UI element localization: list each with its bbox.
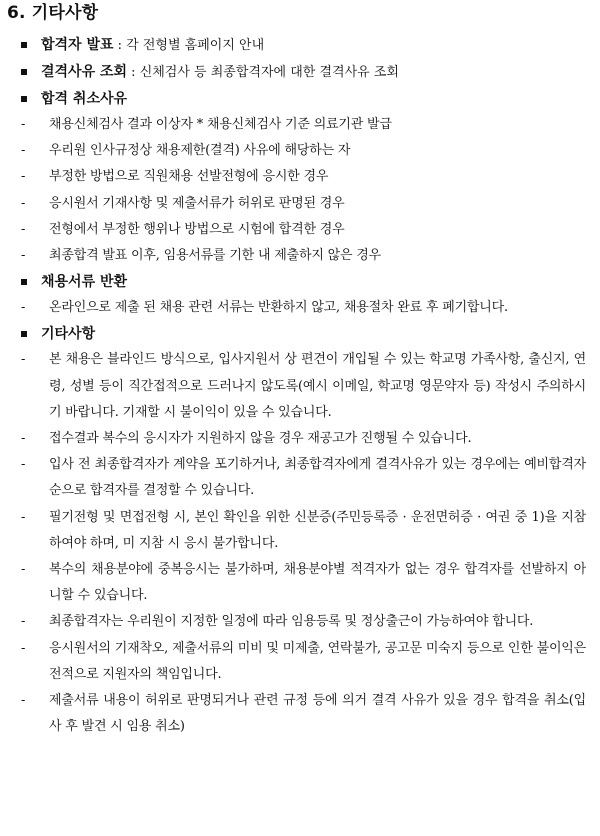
dash-bullet-icon: -	[21, 693, 26, 709]
list-item	[7, 426, 586, 452]
section-description: 신체검사 등 최종합격자에 대한 결격사유 조회	[139, 65, 399, 80]
list-item-text: 본 채용은 블라인드 방식으로, 입사지원서 상 편견이 개입될 수 있는 학교명 가족사항, 출신지, 연령, 성별 등이 직간접적으로 드러나지 않도록(예시 이메일, 학교명 영문약자 등) 작성시 주의하시기 바랍니다. 기재할 시 불이익이 있을 수 있습니다.	[49, 352, 586, 420]
section-label: 합격 취소사유	[41, 91, 128, 107]
sub-item-list	[7, 347, 586, 740]
list-item	[7, 295, 586, 321]
dash-bullet-icon: -	[21, 195, 26, 211]
section-heading	[7, 321, 586, 347]
list-item-text: 최종합격 발표 이후, 임용서류를 기한 내 제출하지 않은 경우	[49, 248, 381, 264]
list-item-text: 온라인으로 제출 된 채용 관련 서류는 반환하지 않고, 채용절차 완료 후 폐기합니다.	[49, 300, 508, 316]
dash-bullet-icon: -	[21, 509, 26, 525]
list-item	[7, 636, 586, 688]
square-bullet-icon	[21, 331, 27, 337]
notice-section	[7, 86, 586, 269]
dash-bullet-icon: -	[21, 562, 26, 578]
section-heading	[7, 86, 586, 112]
section-separator: :	[113, 38, 127, 53]
list-item-text: 부정한 방법으로 직원채용 선발전형에 응시한 경우	[49, 169, 329, 185]
list-item	[7, 347, 586, 426]
sections-container	[7, 32, 586, 740]
list-item	[7, 217, 586, 243]
list-item-text: 복수의 채용분야에 중복응시는 불가하며, 채용분야별 적격자가 없는 경우 합격자를 선발하지 아니할 수 있습니다.	[49, 562, 586, 604]
dash-bullet-icon: -	[21, 431, 26, 447]
notice-section	[7, 269, 586, 321]
list-item-text: 우리원 인사규정상 채용제한(결격) 사유에 해당하는 자	[49, 143, 351, 159]
dash-bullet-icon: -	[21, 640, 26, 656]
section-title: 6. 기타사항	[7, 3, 99, 23]
section-label: 채용서류 반환	[41, 274, 128, 291]
dash-bullet-icon: -	[21, 300, 26, 316]
list-item	[7, 609, 586, 635]
list-item	[7, 191, 586, 217]
notice-section	[7, 59, 586, 86]
section-label: 결격사유 조회	[41, 64, 128, 80]
dash-bullet-icon: -	[21, 248, 26, 264]
list-item-text: 필기전형 및 면접전형 시, 본인 확인을 위한 신분증(주민등록증 · 운전면허증 · 여권 중 1)을 지참 하여야 하며, 미 지참 시 응시 불가합니다.	[49, 509, 586, 551]
list-item-text: 응시원서 기재사항 및 제출서류가 허위로 판명된 경우	[49, 195, 345, 211]
notice-section	[7, 321, 586, 740]
list-item	[7, 243, 586, 269]
list-item	[7, 138, 586, 164]
dash-bullet-icon: -	[21, 143, 26, 159]
section-heading	[7, 269, 586, 295]
dash-bullet-icon: -	[21, 117, 26, 132]
square-bullet-icon	[21, 69, 27, 75]
list-item-text: 제출서류 내용이 허위로 판명되거나 관련 규정 등에 의거 결격 사유가 있을 경우 합격을 취소(입사 후 발견 시 임용 취소)	[49, 693, 586, 735]
section-label: 기타사항	[41, 326, 96, 343]
list-item-text: 응시원서의 기재착오, 제출서류의 미비 및 미제출, 연락불가, 공고문 미숙지 등으로 인한 불이익은 전적으로 지원자의 책임입니다.	[49, 640, 587, 682]
section-heading	[7, 59, 586, 86]
dash-bullet-icon: -	[21, 221, 26, 237]
list-item-text: 접수결과 복수의 응시자가 지원하지 않을 경우 재공고가 진행될 수 있습니다.	[49, 431, 472, 447]
list-item	[7, 112, 586, 138]
list-item	[7, 164, 586, 190]
list-item-text: 최종합격자는 우리원이 지정한 일정에 따라 임용등록 및 정상출근이 가능하여야 합니다.	[49, 614, 534, 630]
square-bullet-icon	[21, 279, 27, 285]
list-item-text: 채용신체검사 결과 이상자 * 채용신체검사 기준 의료기관 발급	[49, 117, 392, 132]
section-heading	[7, 32, 586, 59]
notice-section	[7, 32, 586, 59]
square-bullet-icon	[21, 42, 27, 48]
list-item	[7, 452, 586, 504]
list-item-text: 전형에서 부정한 행위나 방법으로 시험에 합격한 경우	[49, 221, 345, 237]
list-item	[7, 505, 586, 557]
dash-bullet-icon: -	[21, 169, 26, 185]
sub-item-list	[7, 112, 586, 269]
list-item	[7, 688, 586, 740]
square-bullet-icon	[21, 96, 27, 102]
dash-bullet-icon: -	[21, 352, 26, 368]
section-separator: :	[127, 65, 140, 80]
sub-item-list	[7, 295, 586, 321]
dash-bullet-icon: -	[21, 614, 26, 630]
section-label: 합격자 발표	[41, 37, 114, 53]
list-item	[7, 557, 586, 609]
section-description: 각 전형별 홈페이지 안내	[126, 38, 265, 53]
dash-bullet-icon: -	[21, 457, 26, 473]
list-item-text: 입사 전 최종합격자가 계약을 포기하거나, 최종합격자에게 결격사유가 있는 경우에는 예비합격자 순으로 합격자를 결정할 수 있습니다.	[49, 457, 586, 499]
